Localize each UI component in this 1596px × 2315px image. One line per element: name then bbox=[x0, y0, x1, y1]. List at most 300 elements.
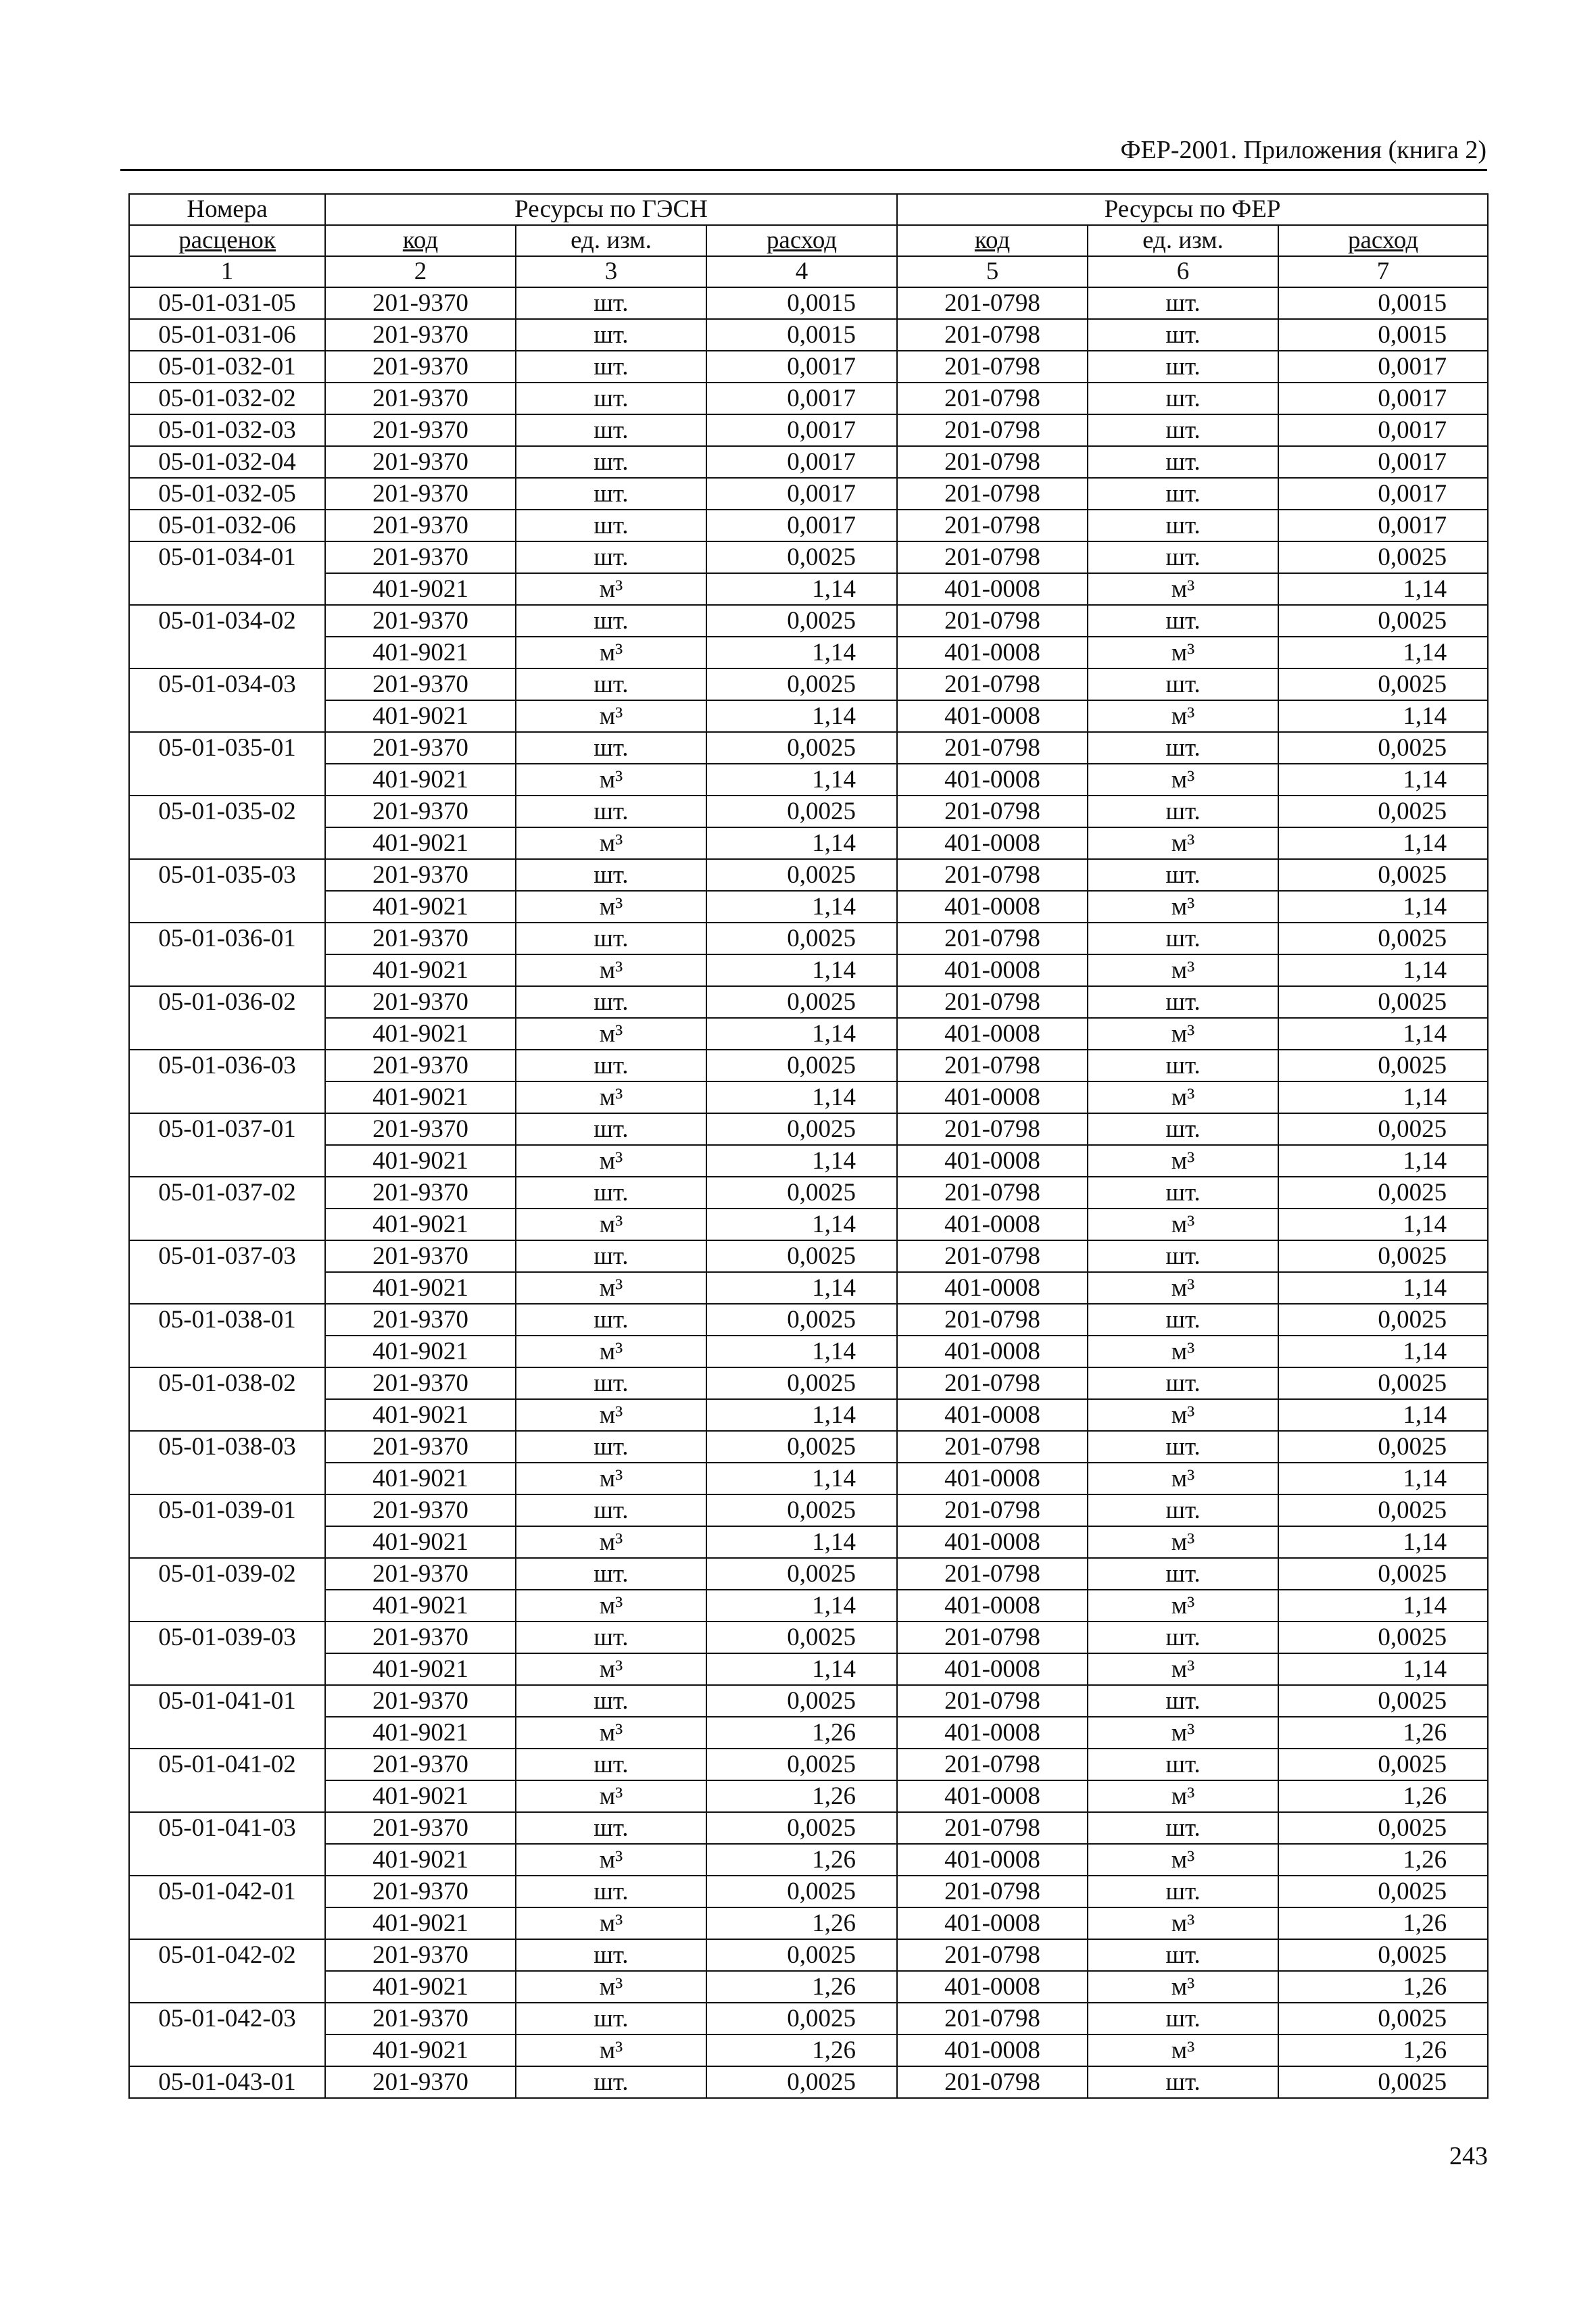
fer-amount-cell: 0,0025 bbox=[1278, 1431, 1488, 1463]
gesn-unit-cell: шт. bbox=[516, 1494, 706, 1526]
fer-amount-cell: 0,0017 bbox=[1278, 510, 1488, 541]
table-row bbox=[129, 1876, 1488, 1907]
gesn-amount-cell: 0,0025 bbox=[706, 1939, 897, 1971]
fer-amount-cell: 0,0017 bbox=[1278, 414, 1488, 446]
table-row bbox=[129, 1431, 1488, 1463]
fer-code-cell: 401-0008 bbox=[897, 1844, 1088, 1876]
fer-code-cell: 401-0008 bbox=[897, 1018, 1088, 1050]
table-row bbox=[129, 1717, 1488, 1749]
table-row bbox=[129, 1240, 1488, 1272]
fer-unit-cell: м³ bbox=[1088, 1209, 1278, 1240]
fer-code-cell: 201-0798 bbox=[897, 1749, 1088, 1780]
fer-unit-cell: м³ bbox=[1088, 1399, 1278, 1431]
fer-amount-cell: 1,26 bbox=[1278, 1971, 1488, 2003]
gesn-amount-cell: 0,0025 bbox=[706, 923, 897, 954]
fer-amount-cell: 1,14 bbox=[1278, 637, 1488, 668]
table-row bbox=[129, 1526, 1488, 1558]
rate-code-cell: 05-01-037-03 bbox=[129, 1240, 325, 1304]
fer-amount-cell: 0,0025 bbox=[1278, 2066, 1488, 2098]
rate-code-cell: 05-01-034-02 bbox=[129, 605, 325, 668]
table-row bbox=[129, 1272, 1488, 1304]
fer-unit-cell: шт. bbox=[1088, 1622, 1278, 1653]
gesn-amount-cell: 0,0025 bbox=[706, 732, 897, 764]
table-row bbox=[129, 1812, 1488, 1844]
rate-code-cell: 05-01-034-01 bbox=[129, 541, 325, 605]
fer-amount-cell: 1,14 bbox=[1278, 1209, 1488, 1240]
gesn-amount-cell: 1,14 bbox=[706, 700, 897, 732]
fer-amount-cell: 0,0025 bbox=[1278, 1240, 1488, 1272]
fer-code-cell: 401-0008 bbox=[897, 1907, 1088, 1939]
gesn-amount-cell: 0,0025 bbox=[706, 1558, 897, 1590]
fer-unit-cell: м³ bbox=[1088, 1463, 1278, 1494]
gesn-code-cell: 201-9370 bbox=[325, 1304, 516, 1336]
gesn-code-cell: 401-9021 bbox=[325, 1145, 516, 1177]
rate-code-cell: 05-01-032-06 bbox=[129, 510, 325, 541]
fer-unit-cell: шт. bbox=[1088, 287, 1278, 319]
gesn-amount-cell: 0,0025 bbox=[706, 1050, 897, 1081]
fer-unit-cell: шт. bbox=[1088, 1494, 1278, 1526]
gesn-code-cell: 401-9021 bbox=[325, 954, 516, 986]
rate-code-cell: 05-01-034-03 bbox=[129, 668, 325, 732]
table-row bbox=[129, 1653, 1488, 1685]
fer-amount-cell: 0,0025 bbox=[1278, 1876, 1488, 1907]
fer-unit-cell: шт. bbox=[1088, 1050, 1278, 1081]
fer-code-cell: 201-0798 bbox=[897, 1876, 1088, 1907]
table-row bbox=[129, 1463, 1488, 1494]
header-rule bbox=[120, 169, 1487, 171]
table-row bbox=[129, 1971, 1488, 2003]
gesn-unit-cell: м³ bbox=[516, 2034, 706, 2066]
gesn-unit-cell: шт. bbox=[516, 1812, 706, 1844]
fer-code-cell: 401-0008 bbox=[897, 1272, 1088, 1304]
gesn-code-cell: 201-9370 bbox=[325, 510, 516, 541]
gesn-unit-cell: м³ bbox=[516, 1399, 706, 1431]
rate-code-cell: 05-01-042-01 bbox=[129, 1876, 325, 1939]
gesn-code-cell: 401-9021 bbox=[325, 700, 516, 732]
gesn-unit-cell: м³ bbox=[516, 1780, 706, 1812]
gesn-unit-cell: м³ bbox=[516, 1717, 706, 1749]
fer-unit-cell: шт. bbox=[1088, 1749, 1278, 1780]
gesn-unit-cell: шт. bbox=[516, 2003, 706, 2034]
gesn-code-cell: 401-9021 bbox=[325, 1780, 516, 1812]
gesn-code-cell: 201-9370 bbox=[325, 1749, 516, 1780]
table-row bbox=[129, 1081, 1488, 1113]
fer-unit-cell: м³ bbox=[1088, 1018, 1278, 1050]
gesn-unit-cell: шт. bbox=[516, 541, 706, 573]
fer-unit-cell: шт. bbox=[1088, 1939, 1278, 1971]
rate-code-cell: 05-01-035-02 bbox=[129, 796, 325, 859]
table-row bbox=[129, 700, 1488, 732]
gesn-amount-cell: 0,0025 bbox=[706, 1622, 897, 1653]
gesn-code-cell: 201-9370 bbox=[325, 605, 516, 637]
fer-unit-cell: шт. bbox=[1088, 796, 1278, 827]
header-group-gesn: Ресурсы по ГЭСН bbox=[325, 194, 897, 225]
table-body bbox=[129, 287, 1488, 2098]
fer-amount-cell: 0,0025 bbox=[1278, 923, 1488, 954]
gesn-amount-cell: 0,0025 bbox=[706, 986, 897, 1018]
gesn-unit-cell: м³ bbox=[516, 827, 706, 859]
fer-amount-cell: 0,0025 bbox=[1278, 1367, 1488, 1399]
fer-code-cell: 201-0798 bbox=[897, 446, 1088, 478]
rate-code-cell: 05-01-035-01 bbox=[129, 732, 325, 796]
table-row bbox=[129, 796, 1488, 827]
fer-amount-cell: 1,14 bbox=[1278, 573, 1488, 605]
fer-code-cell: 201-0798 bbox=[897, 605, 1088, 637]
fer-amount-cell: 0,0025 bbox=[1278, 1558, 1488, 1590]
fer-unit-cell: шт. bbox=[1088, 668, 1278, 700]
gesn-amount-cell: 0,0025 bbox=[706, 668, 897, 700]
gesn-unit-cell: шт. bbox=[516, 1749, 706, 1780]
gesn-amount-cell: 1,14 bbox=[706, 764, 897, 796]
table-row bbox=[129, 1177, 1488, 1209]
fer-code-cell: 201-0798 bbox=[897, 1050, 1088, 1081]
fer-unit-cell: шт. bbox=[1088, 383, 1278, 414]
fer-code-cell: 401-0008 bbox=[897, 954, 1088, 986]
fer-code-cell: 201-0798 bbox=[897, 414, 1088, 446]
gesn-unit-cell: м³ bbox=[516, 954, 706, 986]
rate-code-cell: 05-01-031-06 bbox=[129, 319, 325, 351]
fer-amount-cell: 0,0025 bbox=[1278, 859, 1488, 891]
gesn-unit-cell: шт. bbox=[516, 1304, 706, 1336]
fer-code-cell: 401-0008 bbox=[897, 1590, 1088, 1622]
fer-unit-cell: шт. bbox=[1088, 2003, 1278, 2034]
running-head: ФЕР-2001. Приложения (книга 2) bbox=[1120, 136, 1486, 164]
rate-code-cell: 05-01-042-02 bbox=[129, 1939, 325, 2003]
gesn-unit-cell: шт. bbox=[516, 319, 706, 351]
table-row bbox=[129, 923, 1488, 954]
fer-unit-cell: шт. bbox=[1088, 1113, 1278, 1145]
fer-unit-cell: м³ bbox=[1088, 700, 1278, 732]
table-row bbox=[129, 1050, 1488, 1081]
fer-unit-cell: м³ bbox=[1088, 1081, 1278, 1113]
gesn-code-cell: 201-9370 bbox=[325, 1876, 516, 1907]
gesn-unit-cell: м³ bbox=[516, 573, 706, 605]
fer-amount-cell: 1,14 bbox=[1278, 1399, 1488, 1431]
fer-code-cell: 401-0008 bbox=[897, 573, 1088, 605]
table-row bbox=[129, 319, 1488, 351]
fer-unit-cell: м³ bbox=[1088, 1590, 1278, 1622]
rate-code-cell: 05-01-036-02 bbox=[129, 986, 325, 1050]
fer-amount-cell: 1,26 bbox=[1278, 2034, 1488, 2066]
fer-amount-cell: 0,0025 bbox=[1278, 668, 1488, 700]
fer-amount-cell: 0,0025 bbox=[1278, 1304, 1488, 1336]
fer-unit-cell: шт. bbox=[1088, 732, 1278, 764]
gesn-amount-cell: 0,0025 bbox=[706, 541, 897, 573]
gesn-code-cell: 401-9021 bbox=[325, 1653, 516, 1685]
gesn-code-cell: 201-9370 bbox=[325, 1685, 516, 1717]
table-row bbox=[129, 1622, 1488, 1653]
fer-code-cell: 201-0798 bbox=[897, 1494, 1088, 1526]
gesn-code-cell: 201-9370 bbox=[325, 1240, 516, 1272]
fer-amount-cell: 1,26 bbox=[1278, 1844, 1488, 1876]
gesn-unit-cell: шт. bbox=[516, 859, 706, 891]
fer-code-cell: 201-0798 bbox=[897, 796, 1088, 827]
fer-unit-cell: шт. bbox=[1088, 1558, 1278, 1590]
fer-unit-cell: шт. bbox=[1088, 1685, 1278, 1717]
fer-amount-cell: 0,0025 bbox=[1278, 1050, 1488, 1081]
fer-unit-cell: м³ bbox=[1088, 954, 1278, 986]
header-gesn-amount: расход bbox=[706, 225, 897, 256]
header-rates-top: Номера bbox=[129, 194, 325, 225]
fer-amount-cell: 0,0025 bbox=[1278, 1113, 1488, 1145]
fer-amount-cell: 0,0025 bbox=[1278, 1749, 1488, 1780]
gesn-unit-cell: шт. bbox=[516, 383, 706, 414]
gesn-code-cell: 201-9370 bbox=[325, 541, 516, 573]
fer-code-cell: 201-0798 bbox=[897, 986, 1088, 1018]
fer-amount-cell: 0,0025 bbox=[1278, 1177, 1488, 1209]
fer-code-cell: 201-0798 bbox=[897, 1367, 1088, 1399]
fer-amount-cell: 1,14 bbox=[1278, 1145, 1488, 1177]
rate-code-cell: 05-01-039-03 bbox=[129, 1622, 325, 1685]
fer-code-cell: 401-0008 bbox=[897, 764, 1088, 796]
column-number: 4 bbox=[706, 256, 897, 287]
gesn-code-cell: 201-9370 bbox=[325, 2003, 516, 2034]
fer-unit-cell: шт. bbox=[1088, 351, 1278, 383]
gesn-unit-cell: м³ bbox=[516, 1209, 706, 1240]
gesn-amount-cell: 0,0017 bbox=[706, 478, 897, 510]
fer-unit-cell: м³ bbox=[1088, 1907, 1278, 1939]
fer-amount-cell: 0,0017 bbox=[1278, 478, 1488, 510]
gesn-amount-cell: 0,0025 bbox=[706, 2066, 897, 2098]
fer-code-cell: 401-0008 bbox=[897, 1145, 1088, 1177]
table-row bbox=[129, 1780, 1488, 1812]
table-row bbox=[129, 351, 1488, 383]
fer-unit-cell: шт. bbox=[1088, 1304, 1278, 1336]
fer-code-cell: 201-0798 bbox=[897, 287, 1088, 319]
gesn-code-cell: 201-9370 bbox=[325, 446, 516, 478]
gesn-unit-cell: шт. bbox=[516, 1367, 706, 1399]
gesn-amount-cell: 0,0017 bbox=[706, 383, 897, 414]
table-row bbox=[129, 1399, 1488, 1431]
fer-code-cell: 401-0008 bbox=[897, 1209, 1088, 1240]
gesn-amount-cell: 1,14 bbox=[706, 827, 897, 859]
gesn-unit-cell: м³ bbox=[516, 1844, 706, 1876]
fer-code-cell: 201-0798 bbox=[897, 859, 1088, 891]
rate-code-cell: 05-01-032-04 bbox=[129, 446, 325, 478]
table-row bbox=[129, 541, 1488, 573]
fer-amount-cell: 1,14 bbox=[1278, 891, 1488, 923]
gesn-code-cell: 201-9370 bbox=[325, 319, 516, 351]
fer-code-cell: 401-0008 bbox=[897, 827, 1088, 859]
fer-amount-cell: 1,14 bbox=[1278, 954, 1488, 986]
gesn-unit-cell: м³ bbox=[516, 891, 706, 923]
fer-unit-cell: шт. bbox=[1088, 541, 1278, 573]
fer-amount-cell: 1,14 bbox=[1278, 1463, 1488, 1494]
gesn-code-cell: 401-9021 bbox=[325, 1844, 516, 1876]
gesn-code-cell: 201-9370 bbox=[325, 1431, 516, 1463]
header-gesn-code: код bbox=[325, 225, 516, 256]
fer-code-cell: 201-0798 bbox=[897, 1622, 1088, 1653]
fer-code-cell: 401-0008 bbox=[897, 1463, 1088, 1494]
column-number: 1 bbox=[129, 256, 325, 287]
fer-code-cell: 201-0798 bbox=[897, 2003, 1088, 2034]
gesn-code-cell: 401-9021 bbox=[325, 1336, 516, 1367]
table-row bbox=[129, 1939, 1488, 1971]
fer-unit-cell: шт. bbox=[1088, 1367, 1278, 1399]
fer-code-cell: 201-0798 bbox=[897, 1431, 1088, 1463]
gesn-code-cell: 401-9021 bbox=[325, 573, 516, 605]
table-row bbox=[129, 986, 1488, 1018]
gesn-unit-cell: м³ bbox=[516, 1526, 706, 1558]
resources-table bbox=[128, 193, 1489, 2099]
table-row bbox=[129, 1907, 1488, 1939]
gesn-unit-cell: м³ bbox=[516, 700, 706, 732]
gesn-unit-cell: шт. bbox=[516, 1177, 706, 1209]
rate-code-cell: 05-01-038-02 bbox=[129, 1367, 325, 1431]
gesn-unit-cell: шт. bbox=[516, 1050, 706, 1081]
gesn-amount-cell: 0,0025 bbox=[706, 1749, 897, 1780]
rate-code-cell: 05-01-032-05 bbox=[129, 478, 325, 510]
gesn-unit-cell: шт. bbox=[516, 605, 706, 637]
fer-code-cell: 201-0798 bbox=[897, 1558, 1088, 1590]
fer-amount-cell: 0,0025 bbox=[1278, 605, 1488, 637]
gesn-amount-cell: 0,0025 bbox=[706, 2003, 897, 2034]
gesn-amount-cell: 1,26 bbox=[706, 1717, 897, 1749]
fer-code-cell: 201-0798 bbox=[897, 541, 1088, 573]
table-row bbox=[129, 1113, 1488, 1145]
gesn-amount-cell: 0,0025 bbox=[706, 1304, 897, 1336]
table-row bbox=[129, 637, 1488, 668]
table-row bbox=[129, 1844, 1488, 1876]
fer-code-cell: 201-0798 bbox=[897, 1812, 1088, 1844]
fer-code-cell: 201-0798 bbox=[897, 351, 1088, 383]
gesn-amount-cell: 0,0015 bbox=[706, 287, 897, 319]
table-row bbox=[129, 287, 1488, 319]
table-row bbox=[129, 1494, 1488, 1526]
gesn-unit-cell: м³ bbox=[516, 1653, 706, 1685]
fer-amount-cell: 1,26 bbox=[1278, 1907, 1488, 1939]
fer-code-cell: 201-0798 bbox=[897, 1939, 1088, 1971]
table-row bbox=[129, 891, 1488, 923]
table-row bbox=[129, 764, 1488, 796]
gesn-amount-cell: 1,14 bbox=[706, 891, 897, 923]
gesn-amount-cell: 1,14 bbox=[706, 573, 897, 605]
table-row bbox=[129, 827, 1488, 859]
table-row bbox=[129, 1749, 1488, 1780]
gesn-amount-cell: 0,0025 bbox=[706, 605, 897, 637]
gesn-unit-cell: м³ bbox=[516, 764, 706, 796]
gesn-amount-cell: 0,0025 bbox=[706, 859, 897, 891]
fer-unit-cell: шт. bbox=[1088, 414, 1278, 446]
fer-amount-cell: 0,0017 bbox=[1278, 383, 1488, 414]
fer-unit-cell: м³ bbox=[1088, 1780, 1278, 1812]
fer-code-cell: 201-0798 bbox=[897, 319, 1088, 351]
rate-code-cell: 05-01-041-02 bbox=[129, 1749, 325, 1812]
rate-code-cell: 05-01-032-03 bbox=[129, 414, 325, 446]
gesn-amount-cell: 0,0025 bbox=[706, 796, 897, 827]
fer-code-cell: 201-0798 bbox=[897, 2066, 1088, 2098]
fer-code-cell: 401-0008 bbox=[897, 637, 1088, 668]
gesn-code-cell: 401-9021 bbox=[325, 1907, 516, 1939]
table-row bbox=[129, 446, 1488, 478]
fer-amount-cell: 0,0025 bbox=[1278, 1685, 1488, 1717]
gesn-code-cell: 401-9021 bbox=[325, 2034, 516, 2066]
rate-code-cell: 05-01-032-01 bbox=[129, 351, 325, 383]
fer-code-cell: 401-0008 bbox=[897, 2034, 1088, 2066]
rate-code-cell: 05-01-036-03 bbox=[129, 1050, 325, 1113]
gesn-code-cell: 201-9370 bbox=[325, 1939, 516, 1971]
column-number: 3 bbox=[516, 256, 706, 287]
fer-amount-cell: 0,0025 bbox=[1278, 1622, 1488, 1653]
fer-amount-cell: 0,0017 bbox=[1278, 351, 1488, 383]
fer-amount-cell: 1,14 bbox=[1278, 700, 1488, 732]
gesn-amount-cell: 1,14 bbox=[706, 1018, 897, 1050]
table-row bbox=[129, 1336, 1488, 1367]
fer-unit-cell: м³ bbox=[1088, 637, 1278, 668]
gesn-unit-cell: м³ bbox=[516, 1081, 706, 1113]
fer-amount-cell: 0,0025 bbox=[1278, 541, 1488, 573]
header-fer-unit: ед. изм. bbox=[1088, 225, 1278, 256]
fer-code-cell: 401-0008 bbox=[897, 1081, 1088, 1113]
gesn-unit-cell: м³ bbox=[516, 1018, 706, 1050]
header-fer-code: код bbox=[897, 225, 1088, 256]
gesn-code-cell: 201-9370 bbox=[325, 859, 516, 891]
gesn-unit-cell: шт. bbox=[516, 1558, 706, 1590]
gesn-code-cell: 201-9370 bbox=[325, 796, 516, 827]
rate-code-cell: 05-01-042-03 bbox=[129, 2003, 325, 2066]
gesn-code-cell: 401-9021 bbox=[325, 1272, 516, 1304]
table-row bbox=[129, 954, 1488, 986]
gesn-unit-cell: м³ bbox=[516, 1463, 706, 1494]
gesn-unit-cell: м³ bbox=[516, 1971, 706, 2003]
fer-amount-cell: 0,0025 bbox=[1278, 2003, 1488, 2034]
fer-amount-cell: 1,14 bbox=[1278, 764, 1488, 796]
fer-unit-cell: м³ bbox=[1088, 891, 1278, 923]
fer-unit-cell: м³ bbox=[1088, 1971, 1278, 2003]
fer-code-cell: 201-0798 bbox=[897, 1685, 1088, 1717]
table-row bbox=[129, 414, 1488, 446]
fer-unit-cell: шт. bbox=[1088, 510, 1278, 541]
rate-code-cell: 05-01-037-01 bbox=[129, 1113, 325, 1177]
gesn-code-cell: 401-9021 bbox=[325, 764, 516, 796]
fer-code-cell: 401-0008 bbox=[897, 891, 1088, 923]
fer-unit-cell: шт. bbox=[1088, 1812, 1278, 1844]
fer-amount-cell: 0,0025 bbox=[1278, 796, 1488, 827]
fer-amount-cell: 1,14 bbox=[1278, 1526, 1488, 1558]
gesn-amount-cell: 1,14 bbox=[706, 1399, 897, 1431]
gesn-code-cell: 201-9370 bbox=[325, 668, 516, 700]
fer-unit-cell: м³ bbox=[1088, 1844, 1278, 1876]
gesn-code-cell: 201-9370 bbox=[325, 1177, 516, 1209]
gesn-code-cell: 201-9370 bbox=[325, 1050, 516, 1081]
gesn-amount-cell: 1,14 bbox=[706, 1653, 897, 1685]
gesn-code-cell: 201-9370 bbox=[325, 1494, 516, 1526]
gesn-amount-cell: 1,14 bbox=[706, 1081, 897, 1113]
fer-amount-cell: 1,14 bbox=[1278, 1272, 1488, 1304]
gesn-code-cell: 401-9021 bbox=[325, 1081, 516, 1113]
fer-code-cell: 401-0008 bbox=[897, 700, 1088, 732]
gesn-code-cell: 201-9370 bbox=[325, 986, 516, 1018]
gesn-amount-cell: 1,26 bbox=[706, 1907, 897, 1939]
fer-amount-cell: 1,26 bbox=[1278, 1780, 1488, 1812]
gesn-unit-cell: шт. bbox=[516, 1240, 706, 1272]
gesn-amount-cell: 0,0017 bbox=[706, 414, 897, 446]
gesn-unit-cell: шт. bbox=[516, 446, 706, 478]
gesn-amount-cell: 1,14 bbox=[706, 637, 897, 668]
fer-unit-cell: шт. bbox=[1088, 1177, 1278, 1209]
gesn-code-cell: 401-9021 bbox=[325, 891, 516, 923]
gesn-code-cell: 401-9021 bbox=[325, 1971, 516, 2003]
gesn-amount-cell: 0,0025 bbox=[706, 1812, 897, 1844]
fer-amount-cell: 0,0025 bbox=[1278, 1939, 1488, 1971]
table-row bbox=[129, 1558, 1488, 1590]
table-row bbox=[129, 573, 1488, 605]
header-group-fer: Ресурсы по ФЕР bbox=[897, 194, 1488, 225]
gesn-unit-cell: м³ bbox=[516, 1272, 706, 1304]
fer-amount-cell: 0,0017 bbox=[1278, 446, 1488, 478]
gesn-amount-cell: 0,0015 bbox=[706, 319, 897, 351]
gesn-amount-cell: 1,26 bbox=[706, 1844, 897, 1876]
